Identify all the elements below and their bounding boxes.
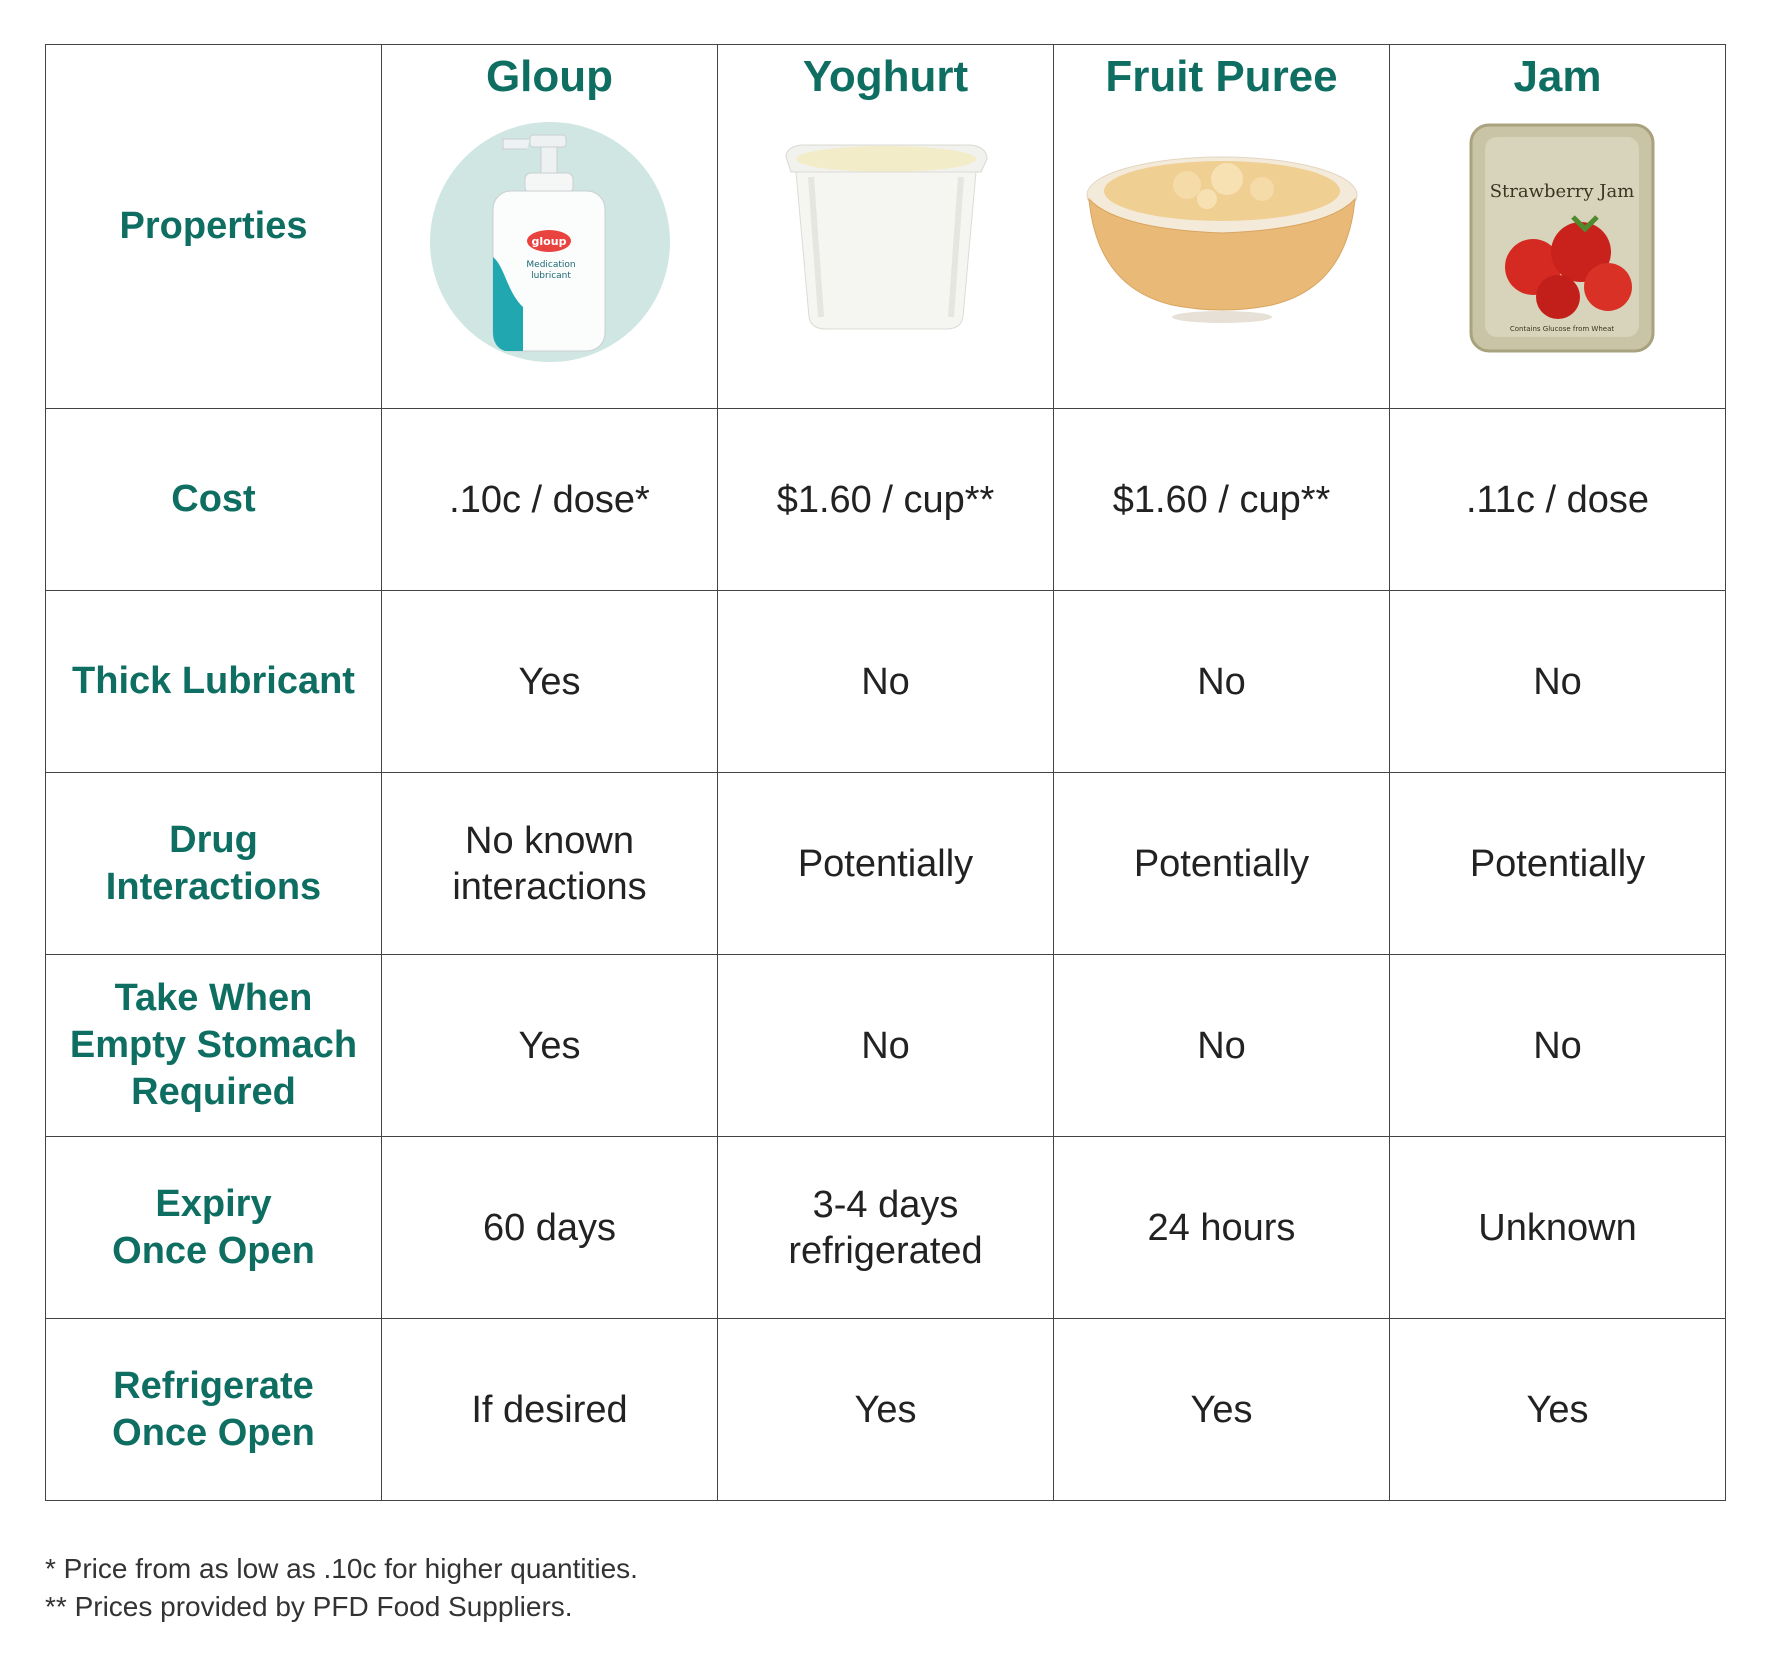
cell-refrigerate-gloup: If desired [382,1319,718,1501]
cell-expiry-gloup: 60 days [382,1137,718,1319]
svg-text:lubricant: lubricant [530,271,571,281]
cell-drug-interactions-gloup: No known interactions [382,773,718,955]
cell-cost-jam: .11c / dose [1390,409,1726,591]
cell-cost-fruit-puree: $1.60 / cup** [1054,409,1390,591]
footnote-price: * Price from as low as .10c for higher quantities. [45,1553,638,1584]
cell-cost-gloup: .10c / dose* [382,409,718,591]
svg-text:Medication: Medication [525,260,576,270]
cell-empty-stomach-jam: No [1390,955,1726,1137]
jam-sachet-image [1413,117,1703,367]
product-header-fruit-puree [1054,45,1390,409]
fruit-puree-bowl-image [1077,117,1367,367]
product-name-fruit-puree: Fruit Puree [1105,52,1338,101]
cell-cost-yoghurt: $1.60 / cup** [718,409,1054,591]
cell-expiry-yoghurt: 3-4 days refrigerated [718,1137,1054,1319]
yoghurt-cup-image [741,117,1031,367]
row-label-empty-stomach: Take When Empty Stomach Required [46,955,382,1137]
row-label-drug-interactions: Drug Interactions [46,773,382,955]
row-label-cost: Cost [46,409,382,591]
cell-expiry-fruit-puree: 24 hours [1054,1137,1390,1319]
cell-expiry-jam: Unknown [1390,1137,1726,1319]
comparison-table [45,44,1726,1501]
cell-drug-interactions-jam: Potentially [1390,773,1726,955]
product-header-gloup [382,45,718,409]
properties-label: Properties [119,205,308,247]
product-header-yoghurt [718,45,1054,409]
cell-empty-stomach-yoghurt: No [718,955,1054,1137]
product-name-yoghurt: Yoghurt [802,52,969,101]
product-name-gloup: Gloup [485,52,614,101]
cell-thick-lubricant-fruit-puree: No [1054,591,1390,773]
cell-thick-lubricant-yoghurt: No [718,591,1054,773]
product-header-jam [1390,45,1726,409]
cell-drug-interactions-yoghurt: Potentially [718,773,1054,955]
cell-drug-interactions-fruit-puree: Potentially [1054,773,1390,955]
svg-text:Strawberry Jam: Strawberry Jam [1489,181,1634,202]
row-label-expiry: Expiry Once Open [46,1137,382,1319]
cell-empty-stomach-fruit-puree: No [1054,955,1390,1137]
cell-refrigerate-fruit-puree: Yes [1054,1319,1390,1501]
svg-text:gloup: gloup [531,235,566,248]
gloup-bottle-image [405,117,695,367]
cell-empty-stomach-gloup: Yes [382,955,718,1137]
row-label-thick-lubricant: Thick Lubricant [46,591,382,773]
svg-text:Contains Glucose from Wheat: Contains Glucose from Wheat [1509,325,1614,333]
cell-thick-lubricant-jam: No [1390,591,1726,773]
row-label-refrigerate: Refrigerate Once Open [46,1319,382,1501]
footnotes [45,1550,638,1626]
cell-thick-lubricant-gloup: Yes [382,591,718,773]
properties-header-cell [46,45,382,409]
cell-refrigerate-yoghurt: Yes [718,1319,1054,1501]
product-name-jam: Jam [1513,52,1602,101]
cell-refrigerate-jam: Yes [1390,1319,1726,1501]
footnote-supplier: ** Prices provided by PFD Food Suppliers. [45,1591,573,1622]
